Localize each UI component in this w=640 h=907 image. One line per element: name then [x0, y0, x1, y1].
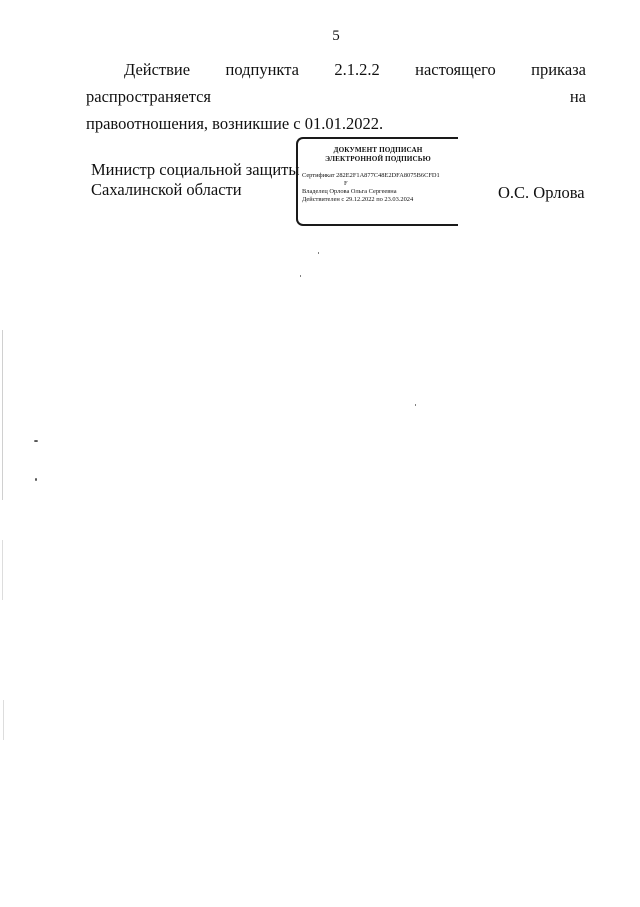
scan-edge-mark	[2, 540, 3, 600]
stamp-certificate: Сертификат 282E2F1A877C48E2DFA8075B6CFD1	[302, 172, 440, 179]
scan-speck	[415, 404, 416, 406]
stamp-heading	[298, 146, 458, 164]
stamp-validity: Действителен с 29.12.2022 по 23.03.2024	[302, 196, 414, 203]
scan-speck	[300, 275, 301, 277]
page-number: 5	[332, 28, 340, 44]
scan-speck	[34, 440, 38, 442]
stamp-certificate-suffix: F	[344, 180, 348, 187]
signer-position-line-1: Министр социальной защиты	[91, 160, 300, 179]
signer-position	[91, 160, 299, 200]
scan-speck	[318, 252, 319, 254]
effective-date-paragraph	[86, 56, 586, 137]
stamp-heading-line-1: ДОКУМЕНТ ПОДПИСАН	[333, 146, 423, 154]
paragraph-line-2: правоотношения, возникшие с 01.01.2022.	[86, 114, 384, 133]
signer-name: О.С. Орлова	[498, 183, 585, 202]
stamp-owner: Владелец Орлова Ольга Сергеевна	[302, 188, 397, 195]
electronic-signature-stamp	[296, 137, 458, 226]
scan-edge-mark	[3, 700, 4, 740]
signer-position-line-2: Сахалинской области	[91, 180, 242, 199]
stamp-heading-line-2: ЭЛЕКТРОННОЙ ПОДПИСЬЮ	[325, 155, 431, 163]
scan-edge-mark	[2, 330, 3, 500]
paragraph-line-1: Действие подпункта 2.1.2.2 настоящего приказа распространяется на	[86, 60, 586, 106]
scan-speck	[35, 478, 37, 481]
stamp-details	[298, 172, 458, 204]
